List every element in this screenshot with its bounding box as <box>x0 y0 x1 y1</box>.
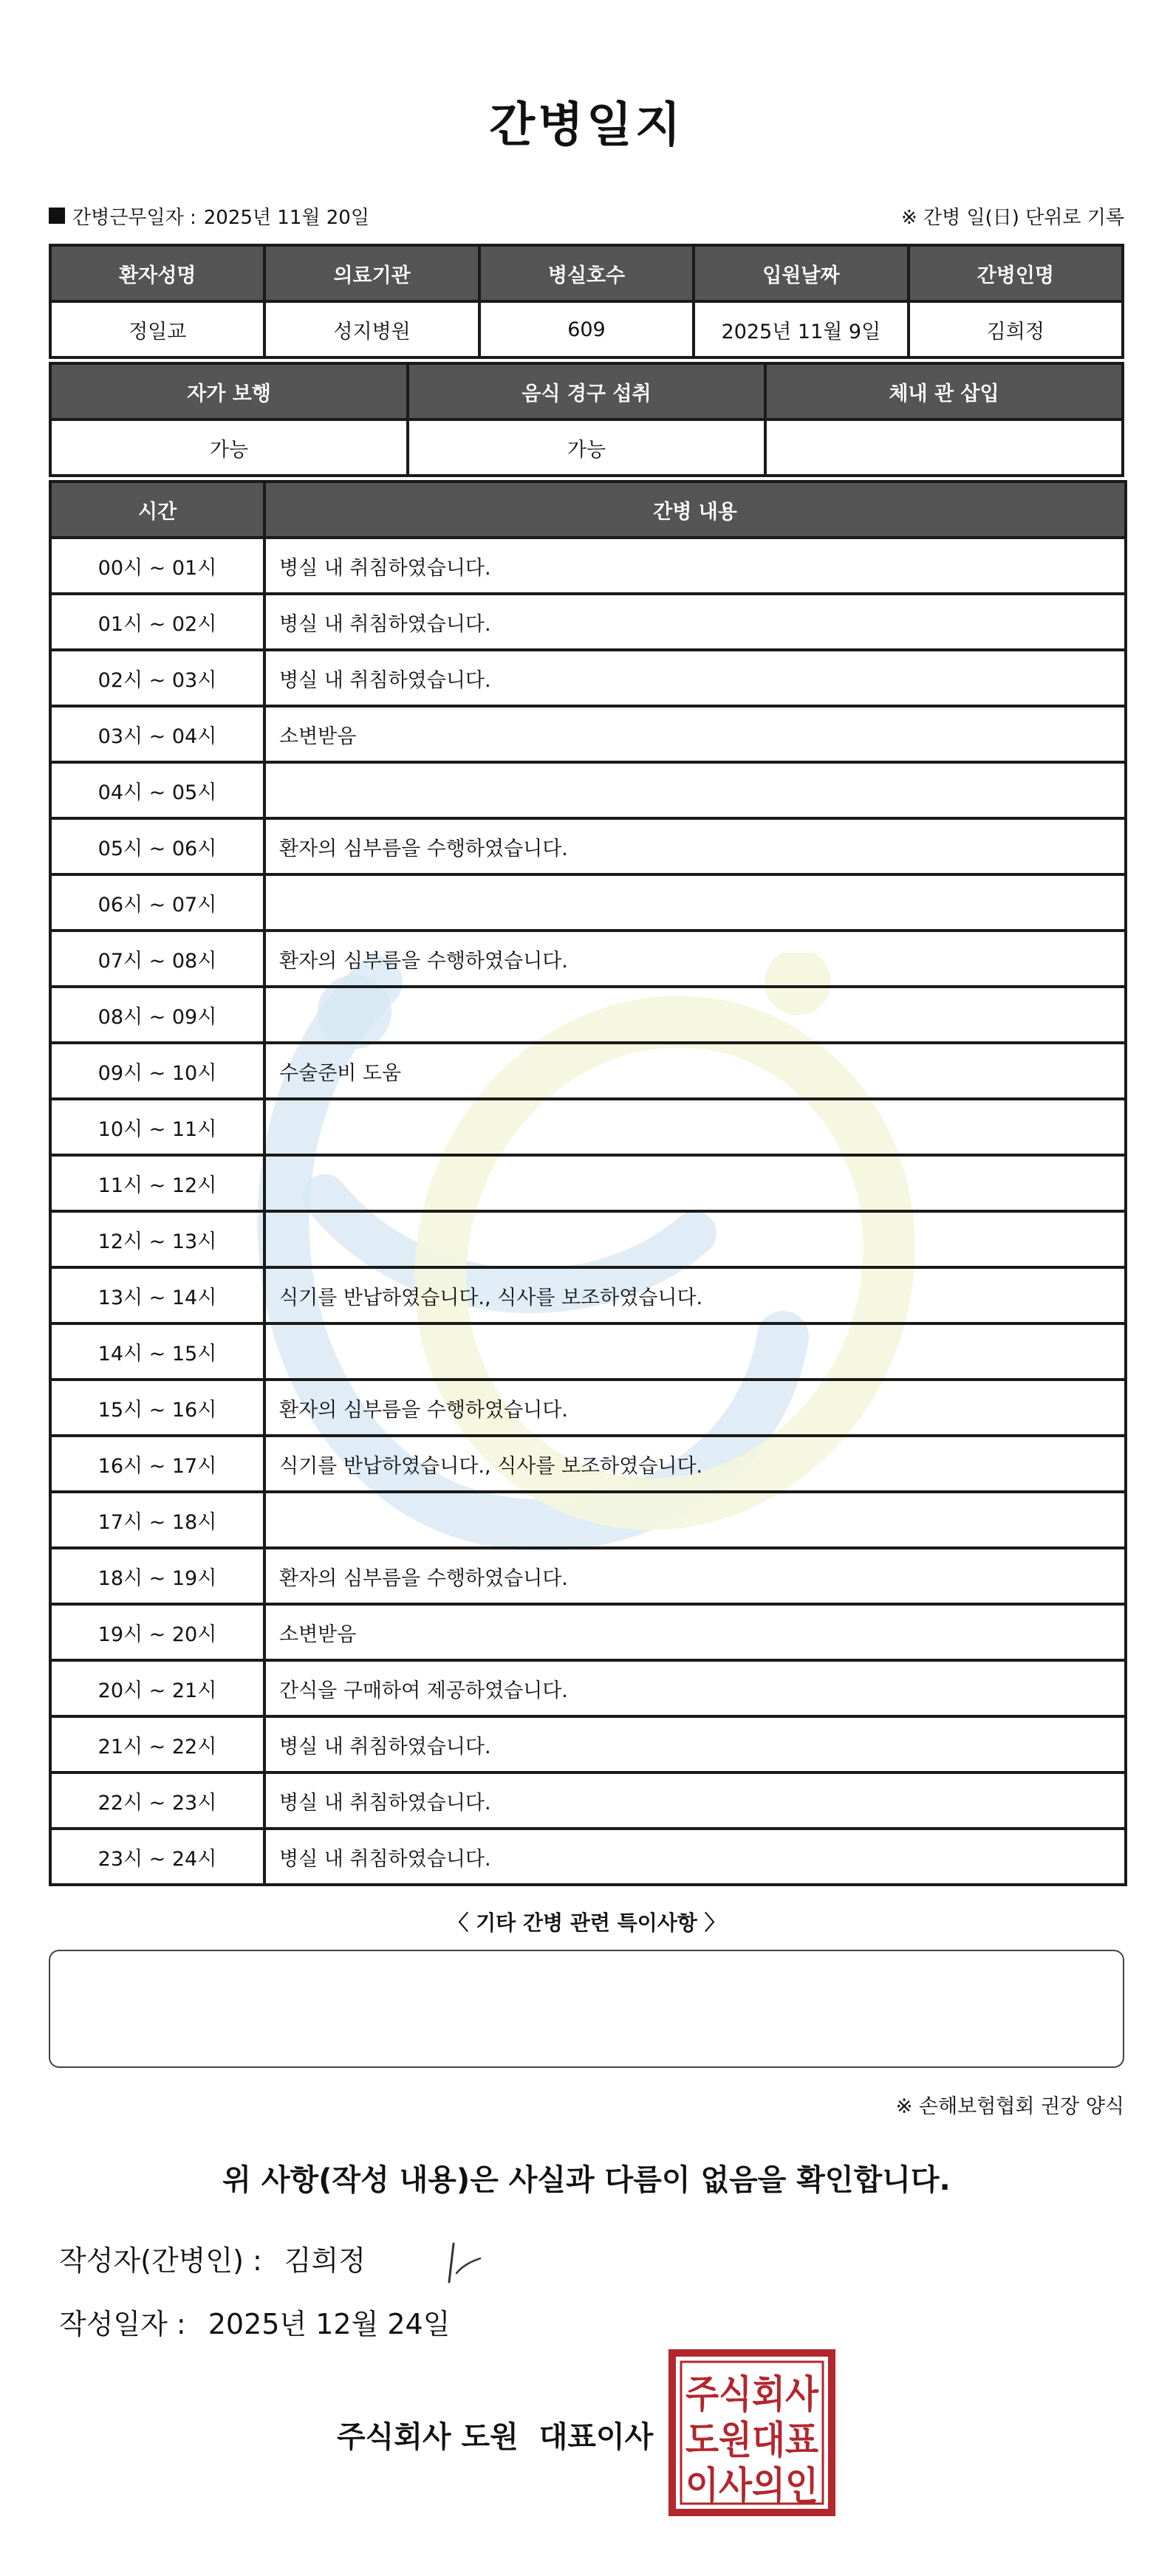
log-content <box>264 1211 1126 1267</box>
log-content <box>264 1323 1126 1380</box>
self-walking-value: 가능 <box>50 419 408 476</box>
log-time: 08시 ~ 09시 <box>50 987 264 1043</box>
company-title: 대표이사 <box>538 2420 654 2454</box>
info-header: 병실호수 <box>479 245 694 301</box>
log-row <box>50 594 1126 650</box>
log-row <box>50 706 1126 762</box>
hospital-name: 성지병원 <box>264 301 479 357</box>
log-time: 16시 ~ 17시 <box>50 1436 264 1492</box>
log-time: 23시 ~ 24시 <box>50 1829 264 1885</box>
log-row <box>50 762 1126 818</box>
tube-insertion-value <box>765 419 1123 476</box>
work-date-value: 2025년 11월 20일 <box>203 206 369 229</box>
record-unit-note: ※ 간병 일(日) 단위로 기록 <box>900 206 1124 229</box>
log-time: 06시 ~ 07시 <box>50 874 264 931</box>
log-time: 00시 ~ 01시 <box>50 538 264 594</box>
log-row <box>50 1492 1126 1548</box>
author-label: 작성자(간병인) : <box>59 2244 262 2277</box>
log-row <box>50 1380 1126 1436</box>
document-title: 간병일지 <box>489 98 684 153</box>
written-date-value: 2025년 12월 24일 <box>208 2308 451 2340</box>
log-content: 병실 내 취침하였습니다. <box>264 538 1126 594</box>
svg-text:이사의인: 이사의인 <box>685 2464 818 2509</box>
log-row <box>50 1323 1126 1380</box>
log-time: 22시 ~ 23시 <box>50 1772 264 1829</box>
log-time: 17시 ~ 18시 <box>50 1492 264 1548</box>
log-header-content: 간병 내용 <box>264 482 1126 538</box>
log-time: 20시 ~ 21시 <box>50 1660 264 1716</box>
log-content: 간식을 구매하여 제공하였습니다. <box>264 1660 1126 1716</box>
log-content: 병실 내 취침하였습니다. <box>264 650 1126 706</box>
log-row <box>50 1211 1126 1267</box>
log-row <box>50 1436 1126 1492</box>
log-content <box>264 1099 1126 1155</box>
log-row <box>50 1548 1126 1604</box>
log-content: 병실 내 취침하였습니다. <box>264 1829 1126 1885</box>
log-content <box>264 1155 1126 1211</box>
log-time: 18시 ~ 19시 <box>50 1548 264 1604</box>
company-signature <box>337 2414 653 2456</box>
log-content: 환자의 심부름을 수행하였습니다. <box>264 931 1126 987</box>
log-content <box>264 762 1126 818</box>
info-header: 입원날짜 <box>694 245 908 301</box>
log-content: 병실 내 취침하였습니다. <box>264 594 1126 650</box>
meta-row <box>49 201 1124 230</box>
work-date-label: 간병근무일자 : <box>72 206 196 229</box>
log-time: 19시 ~ 20시 <box>50 1604 264 1660</box>
log-row <box>50 1099 1126 1155</box>
author-name: 김희정 <box>284 2244 366 2277</box>
log-content: 환자의 심부름을 수행하였습니다. <box>264 818 1126 874</box>
work-date <box>49 202 369 230</box>
log-content <box>264 1492 1126 1548</box>
log-row <box>50 650 1126 706</box>
patient-info-table <box>49 244 1124 359</box>
recommend-note: ※ 손해보험협회 권장 양식 <box>895 2095 1124 2118</box>
log-time: 03시 ~ 04시 <box>50 706 264 762</box>
info-header: 간병인명 <box>909 245 1123 301</box>
oral-intake-value: 가능 <box>408 419 765 476</box>
log-row <box>50 1604 1126 1660</box>
confirmation-text: 위 사항(작성 내용)은 사실과 다름이 없음을 확인합니다. <box>222 2163 951 2197</box>
author-row <box>59 2238 366 2278</box>
log-content: 병실 내 취침하였습니다. <box>264 1716 1126 1772</box>
log-time: 09시 ~ 10시 <box>50 1043 264 1099</box>
log-row <box>50 874 1126 931</box>
company-name: 주식회사 도원 <box>337 2420 519 2454</box>
log-row <box>50 818 1126 874</box>
log-content: 소변받음 <box>264 1604 1126 1660</box>
status-header: 음식 경구 섭취 <box>408 363 765 419</box>
log-header-time: 시간 <box>50 482 264 538</box>
admission-date: 2025년 11월 9일 <box>694 301 908 357</box>
care-log-body <box>50 538 1126 1885</box>
log-row <box>50 1155 1126 1211</box>
log-content <box>264 987 1126 1043</box>
log-content: 식기를 반납하였습니다., 식사를 보조하였습니다. <box>264 1267 1126 1323</box>
patient-name: 정일교 <box>50 301 264 357</box>
log-content: 병실 내 취침하였습니다. <box>264 1772 1126 1829</box>
written-date-row <box>59 2301 450 2342</box>
company-seal-stamp <box>668 2349 836 2517</box>
room-number: 609 <box>479 301 694 357</box>
log-time: 12시 ~ 13시 <box>50 1211 264 1267</box>
signature-mark <box>446 2239 490 2286</box>
log-time: 04시 ~ 05시 <box>50 762 264 818</box>
log-row <box>50 1043 1126 1099</box>
log-content: 환자의 심부름을 수행하였습니다. <box>264 1548 1126 1604</box>
remarks-title: 〈 기타 간병 관련 특이사항 〉 <box>448 1911 725 1935</box>
log-time: 15시 ~ 16시 <box>50 1380 264 1436</box>
log-content: 수술준비 도움 <box>264 1043 1126 1099</box>
log-row <box>50 1716 1126 1772</box>
remarks-box <box>49 1950 1124 2068</box>
patient-status-table <box>49 362 1124 477</box>
log-row <box>50 931 1126 987</box>
log-content: 식기를 반납하였습니다., 식사를 보조하였습니다. <box>264 1436 1126 1492</box>
log-time: 01시 ~ 02시 <box>50 594 264 650</box>
log-row <box>50 987 1126 1043</box>
log-row <box>50 1267 1126 1323</box>
svg-text:도원대표: 도원대표 <box>685 2419 818 2463</box>
log-time: 13시 ~ 14시 <box>50 1267 264 1323</box>
log-content: 소변받음 <box>264 706 1126 762</box>
status-header: 체내 관 삽입 <box>765 363 1123 419</box>
log-content <box>264 874 1126 931</box>
log-row <box>50 1829 1126 1885</box>
log-time: 11시 ~ 12시 <box>50 1155 264 1211</box>
caregiver-name: 김희정 <box>909 301 1123 357</box>
log-time: 21시 ~ 22시 <box>50 1716 264 1772</box>
log-row <box>50 538 1126 594</box>
log-time: 05시 ~ 06시 <box>50 818 264 874</box>
status-header: 자가 보행 <box>50 363 408 419</box>
care-log-table <box>49 480 1127 1886</box>
log-time: 07시 ~ 08시 <box>50 931 264 987</box>
log-time: 10시 ~ 11시 <box>50 1099 264 1155</box>
log-time: 14시 ~ 15시 <box>50 1323 264 1380</box>
log-time: 02시 ~ 03시 <box>50 650 264 706</box>
log-row <box>50 1660 1126 1716</box>
info-header: 환자성명 <box>50 245 264 301</box>
written-date-label: 작성일자 : <box>59 2308 186 2340</box>
info-header: 의료기관 <box>264 245 479 301</box>
log-row <box>50 1772 1126 1829</box>
bullet-square-icon <box>49 208 65 224</box>
svg-text:주식회사: 주식회사 <box>685 2373 819 2417</box>
log-content: 환자의 심부름을 수행하였습니다. <box>264 1380 1126 1436</box>
